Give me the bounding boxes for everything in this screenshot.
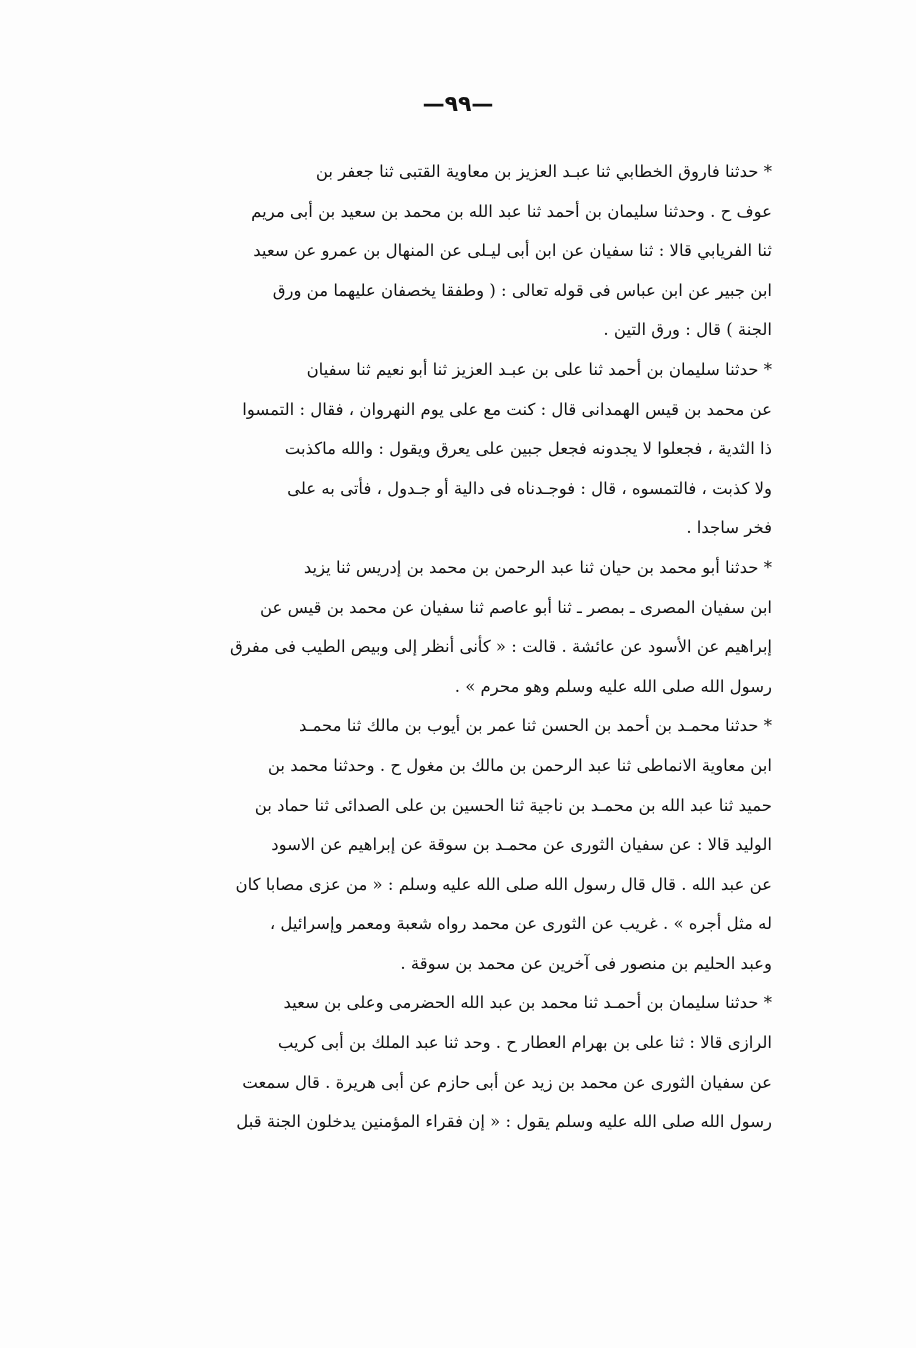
text-line: فخر ساجدا . [686, 518, 772, 538]
page-number: —٩٩— [422, 92, 494, 117]
paragraph-5 [170, 983, 772, 1141]
text-line: ابن معاوية الانماطى ثنا عبد الرحمن بن مالك بن مغول ح . وحدثنا محمد بن [267, 755, 772, 775]
text-line: ابن سفيان المصرى ـ بمصر ـ ثنا أبو عاصم ثنا سفيان عن محمد بن قيس عن [259, 597, 772, 617]
text-line: عن عبد الله . قال قال رسول الله صلى الله عليه وسلم : « من عزى مصابا كان [235, 874, 772, 894]
text-line: له مثل أجره » . غريب عن الثورى عن محمد رواه شعبة ومعمر وإسرائيل ، [269, 914, 772, 934]
text-line: ثنا الفريابي قالا : ثنا سفيان عن ابن أبى ليـلى عن المنهال بن عمرو عن سعيد [253, 241, 772, 261]
text-line: رسول الله صلى الله عليه وسلم يقول : « إن فقراء المؤمنين يدخلون الجنة قبل [236, 1112, 772, 1132]
text-line: عن محمد بن قيس الهمدانى قال : كنت مع على يوم النهروان ، فقال : التمسوا [242, 399, 772, 419]
text-line: ذا الثدية ، فجعلوا لا يجدونه فجعل جبين على يعرق ويقول : والله ماكذبت [284, 439, 772, 459]
paragraph-1 [170, 152, 772, 350]
text-line: * حدثنا محمـد بن أحمد بن الحسن ثنا عمر بن أيوب بن مالك ثنا محمـد [298, 716, 772, 736]
text-line: * حدثنا أبو محمد بن حيان ثنا عبد الرحمن بن محمد بن إدريس ثنا يزيد [303, 557, 772, 577]
text-line: عن سفيان الثورى عن محمد بن زيد عن أبى حازم عن أبى هريرة . قال سمعت [242, 1072, 772, 1092]
text-line: حميد ثنا عبد الله بن محمـد بن ناجية ثنا الحسين بن على الصدائى ثنا حماد بن [254, 795, 772, 815]
text-line: * حدثنا سليمان بن أحمد ثنا على بن عبـد العزيز ثنا أبو نعيم ثنا سفيان [306, 359, 772, 379]
text-block [170, 152, 772, 1142]
text-line: الجنة ) قال : ورق التين . [603, 320, 772, 340]
text-line: وعبد الحليم بن منصور فى آخرين عن محمد بن سوقة . [400, 953, 772, 973]
text-line: * حدثنا سليمان بن أحمـد ثنا محمد بن عبد الله الحضرمى وعلى بن سعيد [283, 993, 772, 1013]
paragraph-3 [170, 548, 772, 706]
text-line: ابن جبير عن ابن عباس فى قوله تعالى : ( وطفقا يخصفان عليهما من ورق [272, 280, 772, 300]
text-line: الرازى قالا : ثنا على بن بهرام العطار ح . وحد ثنا عبد الملك بن أبى كريب [277, 1033, 772, 1053]
text-line: * حدثنا فاروق الخطابي ثنا عبـد العزيز بن معاوية القتبى ثنا جعفر بن [315, 162, 772, 181]
text-line: رسول الله صلى الله عليه وسلم وهو محرم » . [454, 676, 772, 696]
text-line: عوف ح . وحدثنا سليمان بن أحمد ثنا عبد الله بن محمد بن سعيد بن أبى مريم [251, 201, 772, 221]
paragraph-4 [170, 706, 772, 983]
text-line: ولا كذبت ، فالتمسوه ، قال : فوجـدناه فى دالية أو جـدول ، فأتى به على [287, 478, 772, 498]
paragraph-2 [170, 350, 772, 548]
text-line: إبراهيم عن الأسود عن عائشة . قالت : « كأنى أنظر إلى وبيص الطيب فى مفرق [230, 637, 772, 657]
text-line: الوليد قالا : عن سفيان الثورى عن محمـد بن سوقة عن إبراهيم عن الاسود [271, 835, 772, 855]
